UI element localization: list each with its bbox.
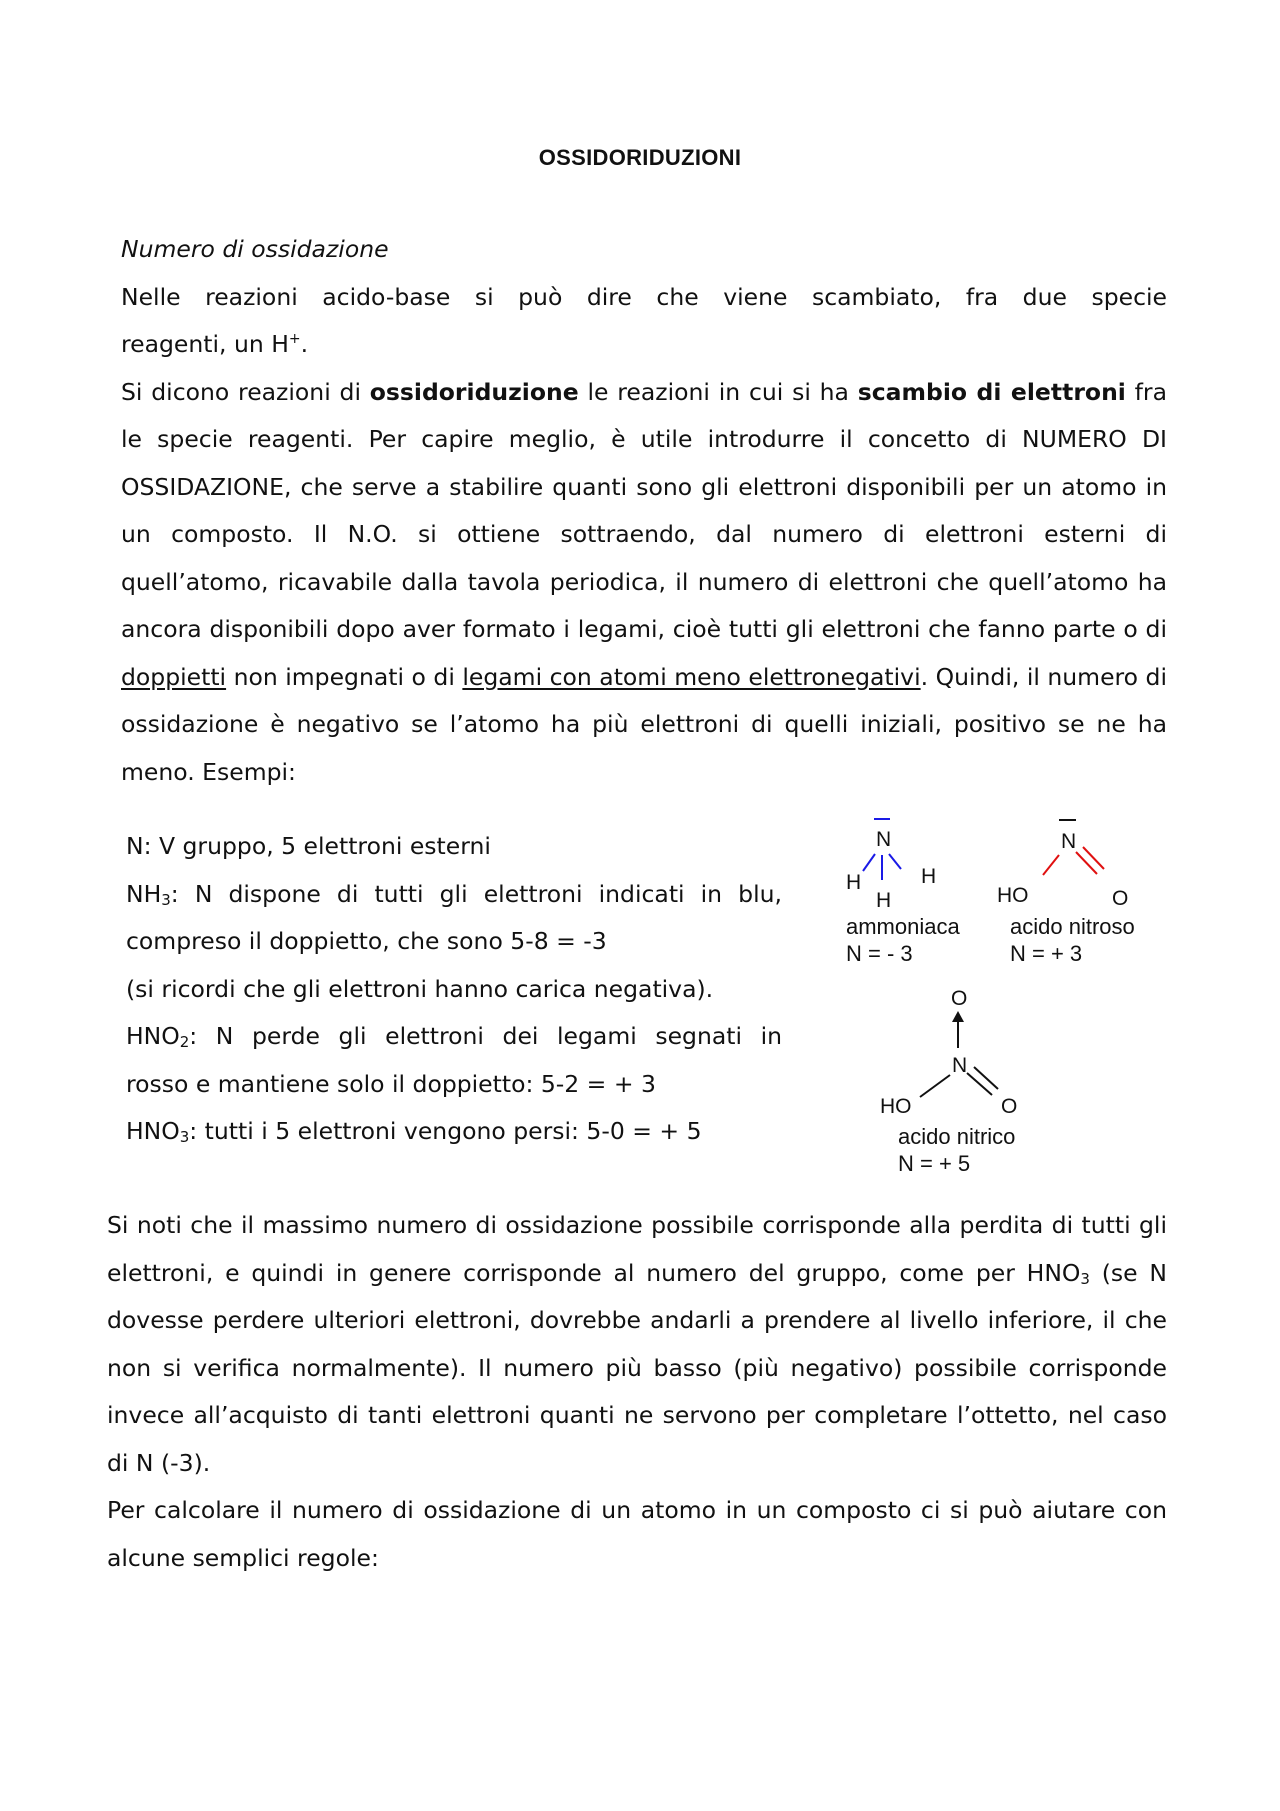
underline-doppietti: doppietti: [121, 662, 227, 691]
section-subheading: Numero di ossidazione: [121, 235, 389, 263]
nitric-acid-diagram: [880, 987, 1017, 1176]
h-plus-superscript: +: [288, 331, 301, 347]
double-bond-a: [1076, 852, 1097, 874]
example-hno2-line-2: rosso e mantiene solo il doppietto: 5-2 = + 3: [126, 1069, 656, 1098]
paragraph-1-line-1: Nelle reazioni acido-base si può dire che viene scambiato, fra due specie: [121, 282, 1167, 311]
nitrous-n-label: N: [1061, 830, 1077, 853]
underline-legami: legami con atomi meno elettronegativi: [462, 662, 921, 691]
dative-arrowhead: [952, 1011, 964, 1022]
page-title: OSSIDORIDUZIONI: [538, 145, 742, 170]
nitrous-ho-label: HO: [997, 884, 1029, 907]
nitrous-acid-diagram: [997, 820, 1135, 966]
example-nh3-line-3: (si ricordi che gli elettroni hanno carica negativa).: [126, 974, 714, 1003]
ammonia-diagram: [846, 819, 960, 966]
bold-scambio-elettroni: scambio di elettroni: [857, 377, 1126, 406]
bond-n-h-right: [889, 854, 901, 869]
ammonia-name: ammoniaca: [846, 914, 960, 939]
nitrous-name: acido nitroso: [1010, 914, 1135, 939]
nitric-ho-label: HO: [880, 1095, 912, 1118]
nitrous-ox-number: N = + 3: [1010, 941, 1083, 966]
nitric-o-top: O: [951, 987, 968, 1010]
example-nitrogen: N: V gruppo, 5 elettroni esterni: [126, 832, 491, 860]
example-nh3-line-2: compreso il doppietto, che sono 5-8 = -3: [126, 927, 607, 955]
bold-ossidoriduzione: ossidoriduzione: [369, 377, 579, 406]
double-bond-a: [967, 1073, 992, 1095]
ammonia-h-left: H: [846, 871, 862, 894]
intro-section: [121, 226, 1167, 796]
nitric-o-label: O: [1001, 1095, 1018, 1118]
paragraph-1-line-2: reagenti, un H+.: [121, 330, 309, 358]
outro-section: [107, 1202, 1167, 1582]
example-nh3-line-1: $NH_3$: N dispone di tutti gli elettroni indicati in blu,: [126, 879, 782, 909]
nitrous-o-label: O: [1112, 887, 1129, 910]
nitric-ox-number: N = + 5: [898, 1151, 971, 1176]
ammonia-h-bottom: H: [876, 889, 892, 912]
bond-n-oh: [920, 1075, 950, 1097]
ammonia-n-label: N: [876, 828, 892, 851]
example-hno2-line-1: $HNO_2$: N perde gli elettroni dei legami segnati in: [126, 1022, 782, 1051]
bond-n-h-left: [863, 854, 875, 871]
molecule-diagrams: [820, 800, 1180, 1190]
hno3-subscript: 3: [1080, 1269, 1090, 1288]
example-hno3: $HNO_3$: tutti i 5 elettroni vengono persi: 5-0 = + 5: [126, 1117, 702, 1146]
ammonia-ox-number: N = - 3: [846, 941, 913, 966]
paragraph-3: Si noti che il massimo numero di ossidazione possibile corrisponde alla perdita di tutti gli elettroni, e quindi in genere corrisponde al numero del gruppo, come per $HNO_3$ (se N dovesse perdere ulteriori elettroni, dovrebbe andarli a prendere al livello inferiore, il che non si verifica normalmente). Il numero più basso (più negativo) possibile corrisponde invece all’acquisto di tanti elettroni quanti ne servono per completare l’ottetto, nel caso di N (-3).: [107, 1211, 1168, 1477]
double-bond-b: [974, 1067, 998, 1089]
double-bond-b: [1083, 847, 1104, 869]
nitric-n-label: N: [952, 1054, 968, 1077]
paragraph-2: Si dicono reazioni di ossidoriduzione le reazioni in cui si ha scambio di elettroni fra le specie reagenti. Per capire meglio, è utile introdurre il concetto di NUMERO DI OSSIDAZIONE, che serve a stabilire quanti sono gli elettroni disponibili per un atomo in un composto. Il N.O. si ottiene sottraendo, dal numero di elettroni esterni di quell’atomo, ricavabile dalla tavola periodica, il numero di elettroni che quell’atomo ha ancora disponibili dopo aver formato i legami, cioè tutti gli elettroni che fanno parte o di doppietti non impegnati o di legami con atomi meno elettronegativi. Quindi, il numero di ossidazione è negativo se l’atomo ha più elettroni di quelli iniziali, positivo se ne ha meno. Esempi:: [121, 377, 1168, 786]
examples-list: [126, 823, 782, 1156]
bond-n-oh: [1043, 855, 1059, 875]
paragraph-4: Per calcolare il numero di ossidazione di un atomo in un composto ci si può aiutare con alcune semplici regole:: [107, 1496, 1167, 1572]
ammonia-h-right: H: [921, 865, 937, 888]
nitric-name: acido nitrico: [898, 1124, 1016, 1149]
